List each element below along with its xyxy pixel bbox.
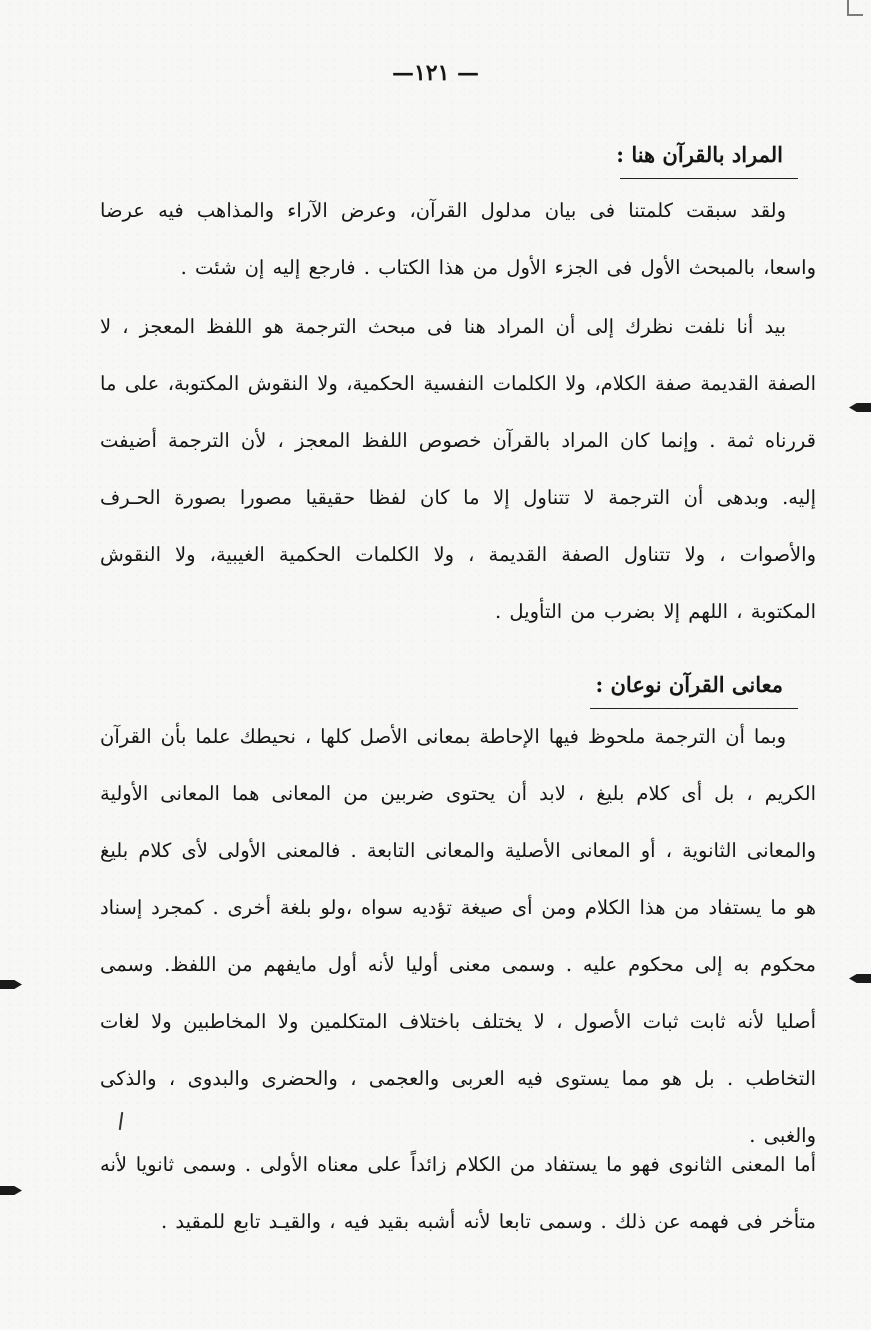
left-margin-mark — [0, 980, 22, 989]
page-number: —١٢١ — — [391, 60, 480, 86]
right-margin-mark — [849, 974, 871, 983]
left-margin-mark — [0, 1186, 22, 1195]
paragraph-miraculous-word: بيد أنا نلفت نظرك إلى أن المراد هنا فى مبحث الترجمة هو اللفظ المعجز ، لا الصفة القديمة صفة الكلام، ولا الكلمات النفسية الحكمية، ولا النقوش المكتوبة، على ما قررناه ثمة . وإنما كان المراد بالقرآن خصوص اللفظ المعجز ، لأن الترجمة أضيفت إليه. وبدهى أن الترجمة لا تتناول إلا ما كان لفظا حقيقيا مصورا بصورة الحـرف والأصوات ، ولا تتناول الصفة القديمة ، ولا الكلمات الحكمية الغيبية، ولا النقوش المكتوبة ، اللهم إلا بضرب من التأويل . — [100, 315, 816, 623]
paragraph-previous-discussion: ولقد سبقت كلمتنا فى بيان مدلول القرآن، وعرض الآراء والمذاهب فيه عرضا واسعا، بالمبحث الأول فى الجزء الأول من هذا الكتاب . فارجع إليه إن شئت . — [100, 199, 816, 279]
heading-underline — [620, 178, 798, 179]
section-heading-two-meanings: معانى القرآن نوعان : — [595, 672, 783, 697]
section-heading-quran-meaning: المراد بالقرآن هنا : — [616, 142, 783, 167]
paragraph-primary-meanings: وبما أن الترجمة ملحوظ فيها الإحاطة بمعانى الأصل كلها ، نحيطك علما بأن القرآن الكريم ، بل أى كلام بليغ ، لابد أن يحتوى ضربين من المعانى هما المعانى الأولية والمعانى الثانوية ، أو المعانى الأصلية والمعانى التابعة . فالمعنى الأولى لأى كلام بليغ هو ما يستفاد من هذا الكلام ومن أى صيغة تؤديه سواه ،ولو بلغة أخرى . كمجرد إسناد محكوم به إلى محكوم عليه . وسمى معنى أوليا لأنه أول مايفهم من اللفظ. وسمى أصليا لأنه ثابت ثبات الأصول ، لا يختلف باختلاف المتكلمين ولا المخاطبين ولا لغات التخاطب . بل هو مما يستوى فيه العربى والعجمى ، والحضرى والبدوى ، والذكى والغبى . — [100, 725, 816, 1147]
right-margin-mark — [849, 403, 871, 412]
paragraph-secondary-meanings: أما المعنى الثانوى فهو ما يستفاد من الكلام زائداً على معناه الأولى . وسمى ثانويا لأنه متأخر فى فهمه عن ذلك . وسمى تابعا لأنه أشبه بقيد فيه ، والقيـد تابع للمقيد . — [100, 1153, 816, 1233]
corner-bracket-mark — [847, 0, 863, 16]
